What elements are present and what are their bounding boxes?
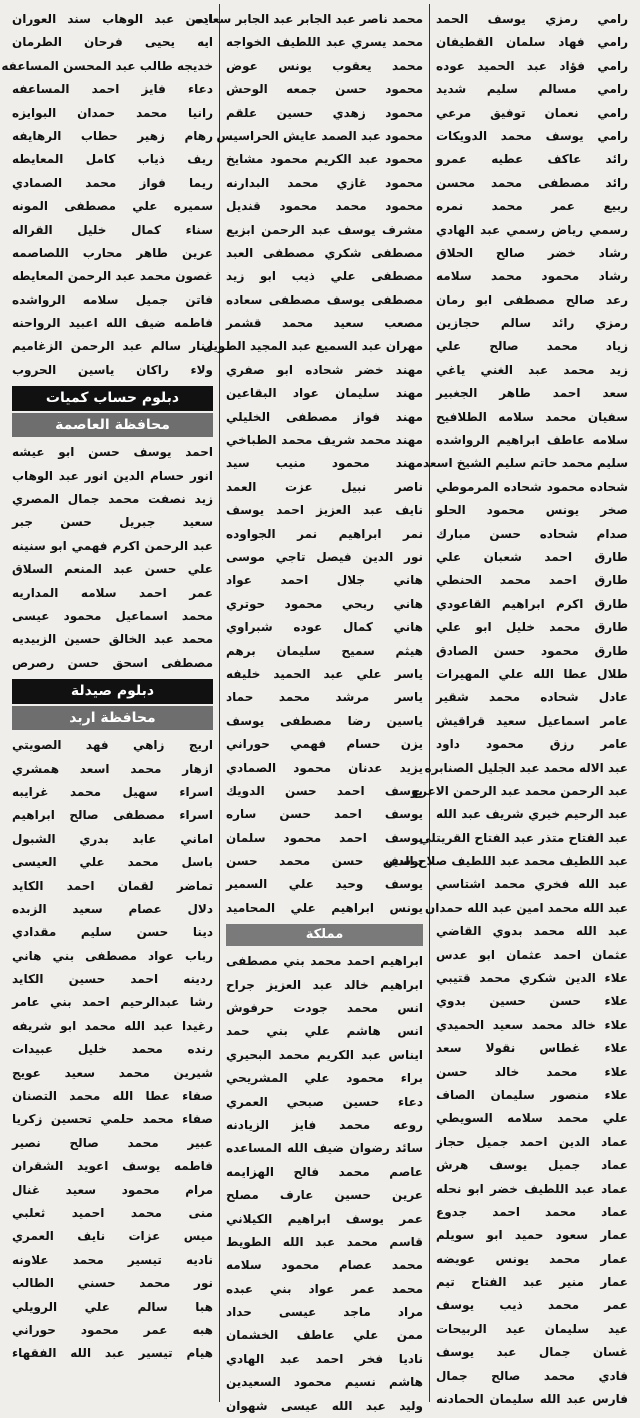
list-item-name: ردينه احمد حسين الكايد	[12, 972, 213, 987]
list-item-name: رشاد محمود محمد سلامه	[436, 269, 628, 284]
list-item-name: رامي مسالم سليم شديد	[436, 82, 628, 97]
list-item-name: احمد يوسف حسن ابو عيشه	[12, 445, 213, 460]
list-item-name: محمد عصام محمود سلامه	[226, 1258, 423, 1273]
list-item-name: عماد محمد احمد جدوع	[436, 1204, 628, 1219]
list-item-name: عمار محمد يونس عويضه	[436, 1251, 628, 1266]
list-item-name: براء محمود علي المشريحي	[226, 1071, 423, 1086]
list-item-name: غصون محمد عبد الرحمن المعايطه	[12, 269, 213, 284]
list-item-name: عمر يوسف ابراهيم الكيلاني	[226, 1211, 423, 1226]
left-column	[1, 4, 219, 1402]
list-item-name: رامي فؤاد عبد الحميد عوده	[436, 58, 628, 73]
list-item-name: شيرين محمد سعيد عويج	[12, 1065, 213, 1080]
list-item-name: ايمن عبد الوهاب سند العوران	[12, 12, 213, 26]
right-column	[382, 4, 634, 1407]
list-item-name: هيثم سميح سليمان برهم	[226, 643, 423, 658]
list-item-name: عرين طاهر محارب اللصاصمه	[12, 245, 213, 260]
list-item-name: علاء خالد محمد سعيد الحميدي	[436, 1017, 628, 1032]
list-item-name: هاني جلال احمد عواد	[226, 573, 423, 588]
list-item-name: ريما فواز محمد الصمادي	[12, 175, 213, 190]
list-item-name: هاني ربحي محمود حوتري	[226, 596, 423, 611]
list-item-name: فارس عبد الله سليمان الحمادنه	[436, 1392, 628, 1407]
list-item-name: رانيا محمد حمدان البوايزه	[12, 105, 213, 120]
list-item-name: ميس عزات نايف العمري	[12, 1229, 213, 1244]
middle-name-list-bottom	[226, 950, 423, 1418]
list-item-name: ياسر مرشد محمد حماد	[226, 690, 423, 705]
list-item-name: يوسف وحيد علي السمير	[226, 877, 423, 892]
list-item-name: علاء غطاس نقولا سعد	[436, 1041, 628, 1056]
list-item-name: صدام شحاده حسن مبارك	[436, 526, 628, 541]
list-item-name: اسراء مصطفى صالح ابراهيم	[12, 808, 213, 823]
list-item-name: عماد الدين احمد جميل حجاز	[436, 1134, 628, 1149]
list-item-name: محمد يسري عبد اللطيف الخواجه	[226, 35, 423, 50]
list-item-name: يوسف احمد حسن الدويك	[226, 783, 423, 798]
list-item-name: عمر احمد سلامه المداريه	[12, 585, 213, 600]
left-name-list-top	[1, 8, 213, 382]
list-item-name: محمود عبد الصمد عايش الحراسيس	[216, 128, 423, 143]
list-item-name: نمر ابراهيم نمر الجواوده	[226, 526, 423, 541]
list-item-name: مصطفى يوسف مصطفى سعاده	[226, 292, 423, 307]
list-item-name: طارق محمود حسن الصادق	[436, 643, 628, 658]
list-item-name: سفيان محمد سلامه الطلافيح	[436, 409, 628, 424]
list-item-name: محمود حسن جمعه الوحش	[226, 82, 423, 97]
list-item-name: محمود محمد محمود قنديل	[226, 199, 423, 214]
list-item-name: رغيدا عبد الله محمد ابو شريفه	[12, 1018, 213, 1033]
list-item-name: مصطفى شكري مصطفى العبد	[226, 245, 423, 260]
list-item-name: علي محمد سلامه السويطي	[436, 1111, 628, 1126]
list-item-name: محمد اسماعيل محمود عيسى	[12, 608, 213, 623]
list-item-name: سليم محمد حاتم سليم الشيخ اسعد	[422, 456, 628, 471]
list-item-name: عبد الله فخري محمد اشتاسي	[436, 877, 628, 892]
section-label-mamlaka: مملكة	[226, 924, 423, 946]
list-item-name: رسمي رياض رسمي عبد الهادي	[436, 222, 628, 237]
list-item-name: ريف ذياب كامل المعايطه	[12, 152, 213, 167]
list-item-name: محمد ناصر عبد الجابر عبد الجابر سعاده	[194, 12, 423, 26]
list-item-name: عبد الرحمن اكرم فهمي ابو سنينه	[12, 538, 213, 553]
list-item-name: صفاء عطا الله محمد التصنان	[12, 1089, 213, 1104]
list-item-name: علاء حسن حسين بدوي	[436, 994, 628, 1009]
list-item-name: ايه يحيى فرحان الطرمان	[12, 35, 213, 50]
left-name-list-mid	[12, 441, 213, 675]
list-item-name: سعد احمد طاهر الجغبير	[436, 386, 628, 401]
list-item-name: مصعب سعيد محمد قشمر	[226, 316, 423, 331]
list-item-name: غسان جمال عبد يوسف	[436, 1345, 628, 1360]
list-item-name: رائد عاكف عطيه عمرو	[436, 152, 628, 167]
list-item-name: نايف عبد العزيز احمد يوسف	[226, 503, 423, 518]
list-item-name: رامي فهاد سلمان القطيفان	[436, 35, 628, 50]
list-item-name: نور الدين فيصل تاجي موسى	[226, 549, 423, 564]
list-item-name: مراد ماجد عيسى حداد	[226, 1305, 423, 1320]
list-item-name: عادل شحاده محمد شقير	[436, 690, 628, 705]
list-item-name: روعه محمد فايز الزيادنه	[226, 1117, 423, 1132]
list-item-name: فادي محمد صالح جمال	[436, 1368, 628, 1383]
list-item-name: رهام زهير حطاب الرهايفه	[12, 128, 213, 143]
list-item-name: ايناس عبد الكريم محمد البحيري	[226, 1047, 423, 1062]
list-item-name: منار سالم عبد الرحمن الزغاميم	[12, 339, 213, 354]
list-item-name: وليد عبد الله عيسى شهوان	[226, 1398, 423, 1413]
list-item-name: سناء كمال خليل القراله	[12, 222, 213, 237]
list-item-name: دعاء حسين صبحي العمري	[226, 1094, 423, 1109]
list-item-name: هيام تيسير عبد الله الفقهاء	[12, 1346, 213, 1361]
list-item-name: سلامه عاطف ابراهيم الرواشده	[436, 433, 628, 448]
list-item-name: عيد سليمان عيد الربيحات	[436, 1321, 628, 1336]
list-item-name: يوسف حسن محمد حسن	[226, 854, 423, 869]
list-item-name: ناديا فخر احمد عبد الهادي	[226, 1351, 423, 1366]
section-title-quantity-surveying: دبلوم حساب كميات	[12, 386, 213, 411]
list-item-name: عبد الرحيم خيري شريف عبد الله	[436, 807, 628, 822]
list-item-name: ازهار محمد اسعد همشري	[12, 761, 213, 776]
list-item-name: سائد رضوان ضيف الله المساعده	[226, 1141, 423, 1156]
list-item-name: مصطفى اسحق حسن رصرص	[12, 655, 213, 670]
list-item-name: سميره علي مصطفى المونه	[12, 199, 213, 214]
list-item-name: مشرف يوسف عبد الرحمن ابزيع	[226, 222, 423, 237]
list-item-name: علاء منصور سليمان الصاف	[436, 1087, 628, 1102]
left-name-list-bottom	[12, 734, 213, 1366]
list-item-name: محمود عبد الكريم محمود مشايخ	[226, 152, 423, 167]
list-item-name: طلال عطا الله علي المهيرات	[436, 666, 628, 681]
list-item-name: رباب عواد مصطفى بني هاني	[12, 948, 213, 963]
right-name-list	[382, 8, 628, 1411]
list-item-name: صخر يونس محمود الحلو	[436, 503, 628, 518]
list-item-name: عمار منير عبد الفتاح تيم	[436, 1275, 628, 1290]
list-item-name: عامر اسماعيل سعيد قراقيش	[436, 713, 628, 728]
list-item-name: عبير محمد صالح نصير	[12, 1135, 213, 1150]
list-item-name: علاء الدين شكري محمد قتيبي	[436, 971, 628, 986]
list-item-name: عبد الفتاح متذر عبد الفتاح القريتلي	[419, 830, 628, 845]
list-item-name: رشا عبدالرحيم احمد بني عامر	[12, 995, 213, 1010]
list-item-name: مرام محمود سعيد غنال	[12, 1182, 213, 1197]
list-item-name: ياسين رضا مصطفى يوسف	[226, 713, 423, 728]
list-item-name: شحاده محمود شحاده المرموطي	[436, 479, 628, 494]
list-item-name: ناصر نبيل عزت العمد	[226, 479, 423, 494]
list-item-name: انس هاشم علي بني حمد	[226, 1024, 423, 1039]
section-title-pharmacy: دبلوم صيدلة	[12, 679, 213, 704]
list-item-name: محمود غازي محمد البدارنه	[226, 175, 423, 190]
list-item-name: طارق محمد خليل ابو علي	[436, 620, 628, 635]
list-item-name: مهند فواز مصطفى الخليلي	[226, 409, 423, 424]
list-item-name: عرين حسين عارف مصلح	[226, 1188, 423, 1203]
list-item-name: زيد نصفت محمد جمال المصري	[12, 492, 213, 507]
section-sub-irbid: محافظة اربد	[12, 706, 213, 730]
list-item-name: يونس ابراهيم علي المحاميد	[226, 900, 423, 915]
list-item-name: يزن حسام فهمي حوراني	[226, 737, 423, 752]
list-item-name: عبد الله محمد امين عبد الله حمدان	[425, 900, 628, 915]
list-item-name: باسل محمد علي العيسى	[12, 855, 213, 870]
list-item-name: عمر محمد ذيب يوسف	[436, 1298, 628, 1313]
list-item-name: خديجه طالب عبد المحسن المساعفه	[1, 58, 213, 73]
list-item-name: رشاد خضر صالح الحلاق	[436, 245, 628, 260]
list-item-name: محمد عبد الخالق حسين الزبيديه	[12, 632, 213, 647]
list-item-name: هبه عمر محمود حوراني	[12, 1322, 213, 1337]
list-item-name: رامي نعمان توفيق مرعي	[436, 105, 628, 120]
list-item-name: يوسف احمد محمود سلمان	[226, 830, 423, 845]
list-item-name: مهند سليمان عواد البقاعين	[226, 386, 423, 401]
list-item-name: تماضر لقمان احمد الكايد	[12, 878, 213, 893]
list-item-name: مهند محمد شريف محمد الطباخي	[226, 433, 423, 448]
list-item-name: محمد يعقوب يونس عوض	[226, 58, 423, 73]
list-item-name: اسراء سهيل محمد غرايبه	[12, 784, 213, 799]
middle-column	[194, 4, 429, 1413]
list-item-name: زيد محمد عبد الغني ياغي	[436, 362, 628, 377]
list-item-name: رائد مصطفى محمد محسن	[436, 175, 628, 190]
list-item-name: عبد الاله محمد عبد الجليل الصنابره	[424, 760, 628, 775]
list-item-name: مصطفى علي ذيب ابو زيد	[226, 269, 423, 284]
list-item-name: رعد صالح مصطفى ابو رمان	[436, 292, 628, 307]
list-item-name: فاطمه ضيف الله اعبيد الرواحنه	[12, 316, 213, 331]
list-item-name: مهران عبد السميع عبد المجيد الطويل	[202, 339, 423, 354]
list-item-name: اريج زاهي فهد الصويتي	[12, 738, 213, 753]
section-sub-capital: محافظة العاصمة	[12, 413, 213, 437]
list-item-name: ابراهيم احمد محمد بني مصطفى	[226, 954, 423, 969]
list-item-name: عبد الله محمد بدوي القاضي	[436, 924, 628, 939]
list-item-name: ربيع عمر محمد نمره	[436, 199, 628, 214]
list-item-name: علاء محمد خالد حسن	[436, 1064, 628, 1079]
list-item-name: صفاء محمد حلمي تحسين زكريا	[12, 1112, 213, 1127]
list-item-name: قاسم محمد عبد الله الطويط	[226, 1234, 423, 1249]
list-item-name: يوسف احمد حسن ساره	[226, 807, 423, 822]
list-item-name: عثمان احمد عثمان ابو عدس	[436, 947, 628, 962]
list-item-name: دعاء فايز احمد المساعفه	[12, 82, 213, 97]
list-item-name: هبا سالم علي الرويلي	[12, 1299, 213, 1314]
list-item-name: منى محمد احميد ثعلبي	[12, 1205, 213, 1220]
list-item-name: نور محمد حسني الطالب	[12, 1276, 213, 1291]
list-item-name: علي حسن عبد المنعم السلاق	[12, 562, 213, 577]
list-item-name: رامي يوسف محمد الدويكات	[436, 128, 628, 143]
list-item-name: عبد الرحمن محمد عبد الرحمن الاعرج	[411, 783, 628, 798]
list-item-name: دينا حسن سليم مقدادي	[12, 925, 213, 940]
list-item-name: رمزي رائد سالم حجازين	[436, 316, 628, 331]
list-item-name: اماني عابد بدري الشبول	[12, 831, 213, 846]
list-item-name: انس محمد جودت حرفوش	[226, 1001, 423, 1016]
list-item-name: ناديه تيسير محمد علاونه	[12, 1252, 213, 1267]
list-item-name: دلال عصام سعيد الزبده	[12, 901, 213, 916]
list-item-name: عمار سعود حميد ابو سويلم	[436, 1228, 628, 1243]
list-item-name: طارق اكرم ابراهيم القاعودي	[436, 596, 628, 611]
list-item-name: ممن علي عاطف الخشمان	[226, 1328, 423, 1343]
list-item-name: زياد محمد صالح علي	[436, 339, 628, 354]
list-item-name: محمد عمر عواد بني عبده	[226, 1281, 423, 1296]
list-item-name: ابراهيم خالد عبد العزيز جراح	[226, 977, 423, 992]
list-item-name: فاتن جميل سلامه الرواشده	[12, 292, 213, 307]
list-item-name: ياسر علي عبد الحميد خليفه	[226, 666, 423, 681]
list-item-name: عامر رزق محمود داود	[436, 737, 628, 752]
list-item-name: فاطمه يوسف اعويد الشقران	[12, 1159, 213, 1174]
list-item-name: رنده محمد خليل عبيدات	[12, 1042, 213, 1057]
list-item-name: عماد جميل يوسف هرش	[436, 1158, 628, 1173]
list-item-name: مهند محمود منيب سيد	[226, 456, 423, 471]
list-item-name: هاني كمال عوده شبراوي	[226, 620, 423, 635]
list-item-name: طارق احمد محمد الحنطي	[436, 573, 628, 588]
list-item-name: هاشم نسيم محمود السعيدين	[226, 1375, 423, 1390]
list-item-name: عماد عبد اللطيف خضر ابو نحله	[436, 1181, 628, 1196]
list-item-name: طارق احمد شعبان علي	[436, 549, 628, 564]
list-item-name: عاصم محمد فالح الهزايمه	[226, 1164, 423, 1179]
list-item-name: يزيد عدنان محمود الصمادي	[226, 760, 423, 775]
list-item-name: سعيد جبريل حسن جبر	[12, 515, 213, 530]
newspaper-page	[1, 4, 634, 1413]
list-item-name: مهند خضر شحاده ابو صفري	[226, 362, 423, 377]
list-item-name: رامي رمزي يوسف الحمد	[436, 12, 628, 26]
list-item-name: ولاء راكان ياسين الحروب	[12, 362, 213, 377]
middle-name-list-top	[194, 8, 423, 920]
list-item-name: محمود زهدي حسين علقم	[226, 105, 423, 120]
list-item-name: عبد اللطيف محمد عبد اللطيف صلاح الدين	[382, 854, 628, 869]
list-item-name: انور حسام الدين انور عبد الوهاب	[12, 468, 213, 483]
